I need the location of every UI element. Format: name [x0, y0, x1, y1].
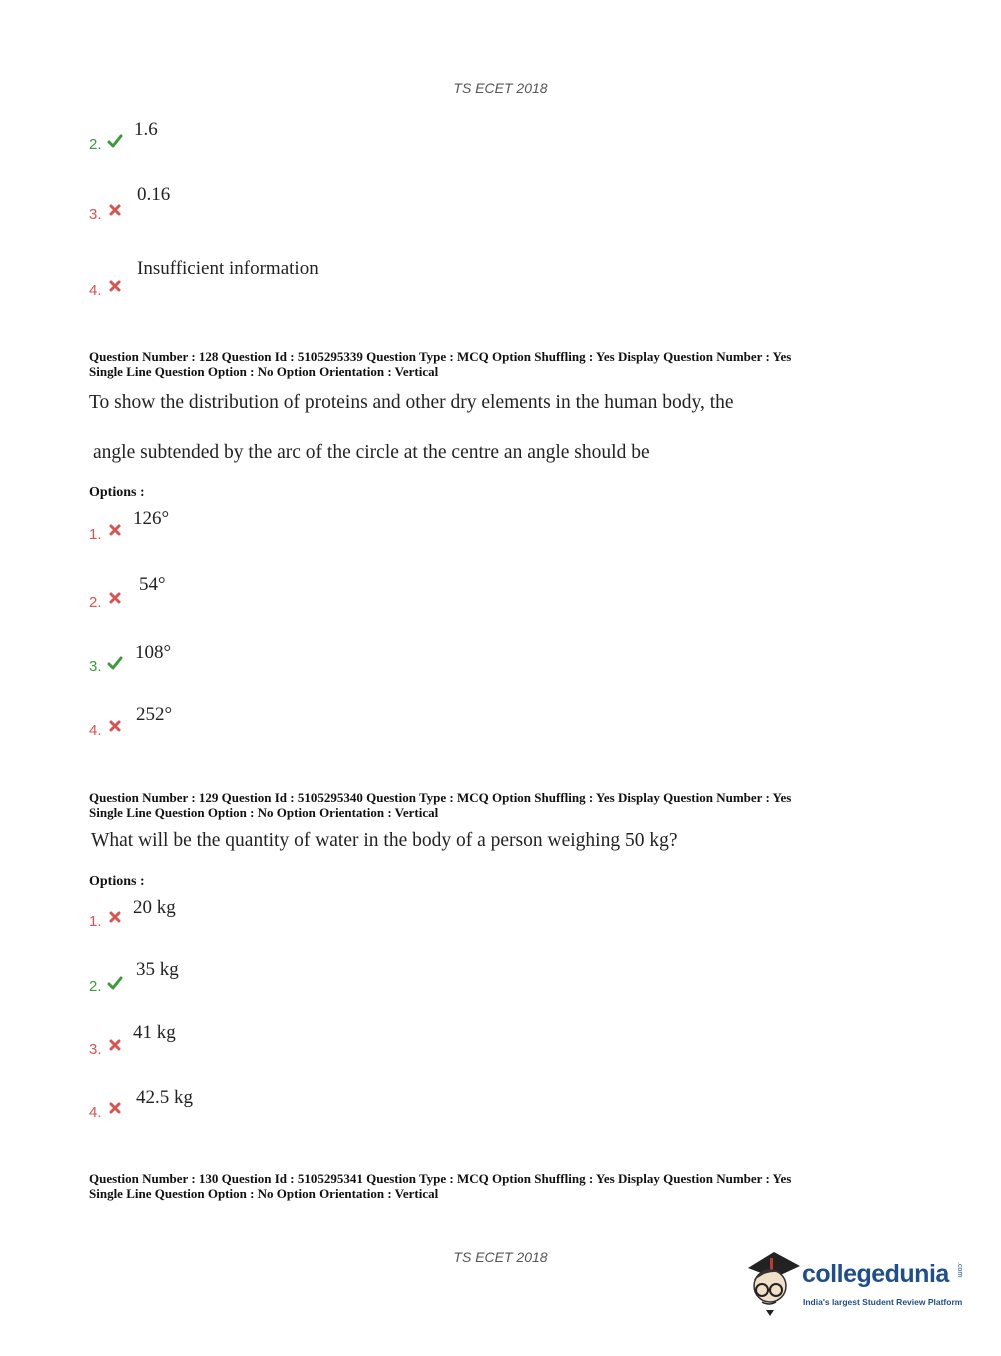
option-text: 54° [139, 574, 166, 595]
option-number: 3. [89, 658, 102, 675]
question-text-line: What will be the quantity of water in the body of a person weighing 50 kg? [91, 830, 678, 851]
option-text: 0.16 [137, 184, 171, 205]
check-icon [107, 975, 123, 991]
option-text: 1.6 [134, 119, 158, 140]
option-number: 4. [89, 722, 102, 739]
options-label: Options : [89, 874, 145, 889]
option-text: 20 kg [133, 897, 176, 918]
page-header: TS ECET 2018 [453, 80, 548, 96]
check-icon [107, 655, 123, 671]
cross-icon [109, 720, 121, 732]
option-number: 1. [89, 526, 102, 543]
option-text: 35 kg [136, 959, 179, 980]
option-number: 2. [89, 978, 102, 995]
question-text-line: To show the distribution of proteins and other dry elements in the human body, the [89, 392, 734, 413]
option-number: 3. [89, 206, 102, 223]
option-number: 2. [89, 136, 102, 153]
cross-icon [109, 280, 121, 292]
mascot-icon [742, 1250, 800, 1316]
check-icon [107, 133, 123, 149]
option-text: 42.5 kg [136, 1087, 193, 1108]
option-text: 108° [135, 642, 172, 663]
option-number: 4. [89, 1104, 102, 1121]
option-number: 2. [89, 594, 102, 611]
page-footer: TS ECET 2018 [453, 1249, 548, 1265]
option-text: 252° [136, 704, 173, 725]
question-meta: Question Number : 128 Question Id : 5105295339 Question Type : MCQ Option Shuffling : Yes Display Question Number : Yes Single Line Question Option : No Option Orientation : Vertical [89, 349, 792, 379]
cross-icon [109, 204, 121, 216]
options-label: Options : [89, 485, 145, 500]
logo-name: collegedunia [802, 1260, 949, 1288]
option-text: Insufficient information [137, 258, 319, 279]
question-meta: Question Number : 130 Question Id : 5105295341 Question Type : MCQ Option Shuffling : Yes Display Question Number : Yes Single Line Question Option : No Option Orientation : Vertical [89, 1171, 792, 1201]
question-meta: Question Number : 129 Question Id : 5105295340 Question Type : MCQ Option Shuffling : Yes Display Question Number : Yes Single Line Question Option : No Option Orientation : Vertical [89, 790, 792, 820]
option-number: 4. [89, 282, 102, 299]
option-text: 126° [133, 508, 170, 529]
question-text-line: angle subtended by the arc of the circle at the centre an angle should be [93, 442, 650, 463]
logo-tagline: India's largest Student Review Platform [803, 1297, 963, 1307]
cross-icon [109, 1039, 121, 1051]
option-number: 3. [89, 1041, 102, 1058]
cross-icon [109, 524, 121, 536]
collegedunia-logo [742, 1250, 972, 1320]
cross-icon [109, 1102, 121, 1114]
cross-icon [109, 911, 121, 923]
logo-suffix: .com [956, 1262, 963, 1278]
option-text: 41 kg [133, 1022, 176, 1043]
cross-icon [109, 592, 121, 604]
option-number: 1. [89, 913, 102, 930]
